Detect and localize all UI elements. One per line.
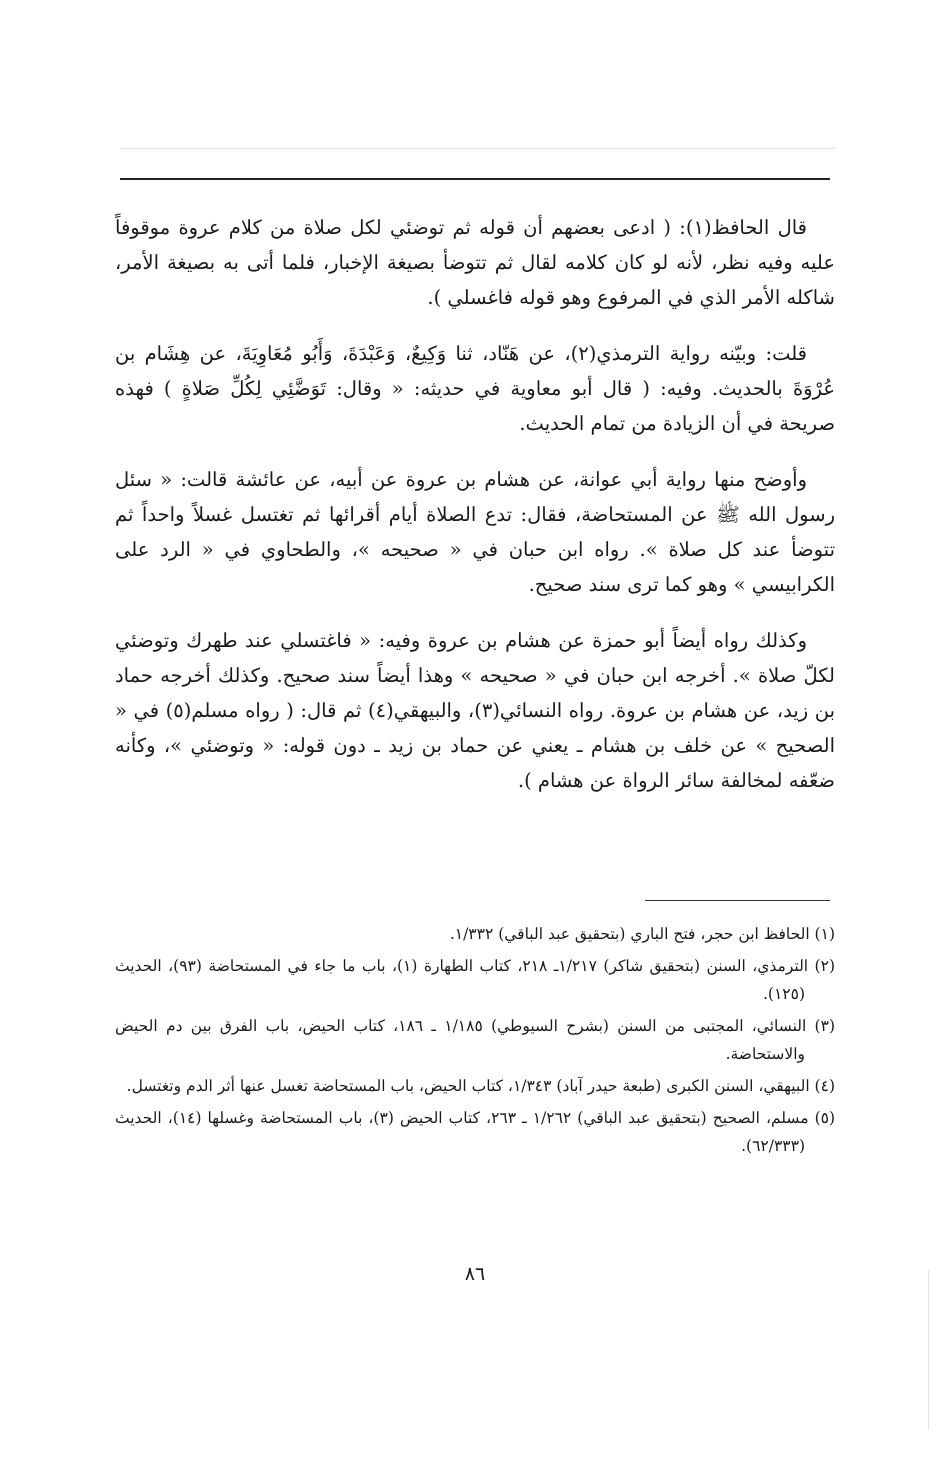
footnotes [115, 920, 835, 1164]
header-dotted-rule [120, 148, 835, 149]
footnote-1: (١) الحافظ ابن حجر، فتح الباري (بتحقيق عبد الباقي) ١/٣٣٢. [449, 925, 835, 943]
paragraph: وأوضح منها رواية أبي عوانة، عن هشام بن عروة عن أبيه، عن عائشة قالت: « سئل رسول الله ﷺ عن المستحاضة، فقال: تدع الصلاة أيام أقرائها ثم تغتسل غسلاً واحداً ثم تتوضأ عند كل صلاة ». رواه ابن حبان في « صحيحه »، والطحاوي في « الرد على الكرابيسي » وهو كما ترى سند صحيح. [115, 468, 835, 596]
main-text [115, 210, 835, 819]
paragraph: وكذلك رواه أيضاً أبو حمزة عن هشام بن عروة وفيه: « فاغتسلي عند طهرك وتوضئي لكلّ صلاة ». أخرجه ابن حبان في « صحيحه » وهذا أيضاً سند صحيح. وكذلك أخرجه حماد بن زيد، عن هشام بن عروة. رواه النسائي(٣)، والبيهقي(٤) ثم قال: ( رواه مسلم(٥) في « الصحيح » عن خلف بن هشام ـ يعني عن حماد بن زيد ـ دون قوله: « وتوضئي »، وكأنه ضعّفه لمخالفة سائر الرواة عن هشام ). [115, 629, 836, 792]
footnote-separator [645, 900, 830, 901]
paragraph: قلت: وبيّنه رواية الترمذي(٢)، عن هَنّاد، ثنا وَكِيعٌ، وَعَبْدَةَ، وَأَبُو مُعَاوِيَةَ، عن هِشَام بن عُرْوَةَ بالحديث. وفيه: ( قال أبو معاوية في حديثه: « وقال: تَوَضَّئِي لِكُلِّ صَلاةٍ ) فهذه صريحة في أن الزيادة من تمام الحديث. [115, 342, 835, 435]
footnote-5: (٥) مسلم، الصحيح (بتحقيق عبد الباقي) ١/٢٦٢ ـ ٢٦٣، كتاب الحيض (٣)، باب المستحاضة وغسلها (١٤)، الحديث (٦٢/٣٣٣). [115, 1109, 836, 1155]
page-number: ٨٦ [464, 1263, 486, 1285]
header-rule [120, 178, 830, 180]
footnote-4: (٤) البيهقي، السنن الكبرى (طبعة حيدر آباد) ١/٣٤٣، كتاب الحيض، باب المستحاضة تغسل عنها أثر الدم وتغتسل. [126, 1077, 835, 1095]
scan-edge-line [928, 1270, 929, 1430]
paragraph: قال الحافظ(١): ( ادعى بعضهم أن قوله ثم توضئي لكل صلاة من كلام عروة موقوفاً عليه وفيه نظر، لأنه لو كان كلامه لقال ثم تتوضأ بصيغة الإخبار، فلما أتى به بصيغة الأمر، شاكله الأمر الذي في المرفوع وهو قوله فاغسلي ). [115, 216, 835, 309]
footnote-2: (٢) الترمذي، السنن (بتحقيق شاكر) ١/٢١٧ـ ٢١٨، كتاب الطهارة (١)، باب ما جاء في المستحاضة (٩٣)، الحديث (١٢٥). [115, 957, 835, 1003]
footnote-3: (٣) النسائي، المجتبى من السنن (بشرح السيوطي) ١/١٨٥ ـ ١٨٦، كتاب الحيض، باب الفرق بين دم الحيض والاستحاضة. [115, 1017, 835, 1063]
